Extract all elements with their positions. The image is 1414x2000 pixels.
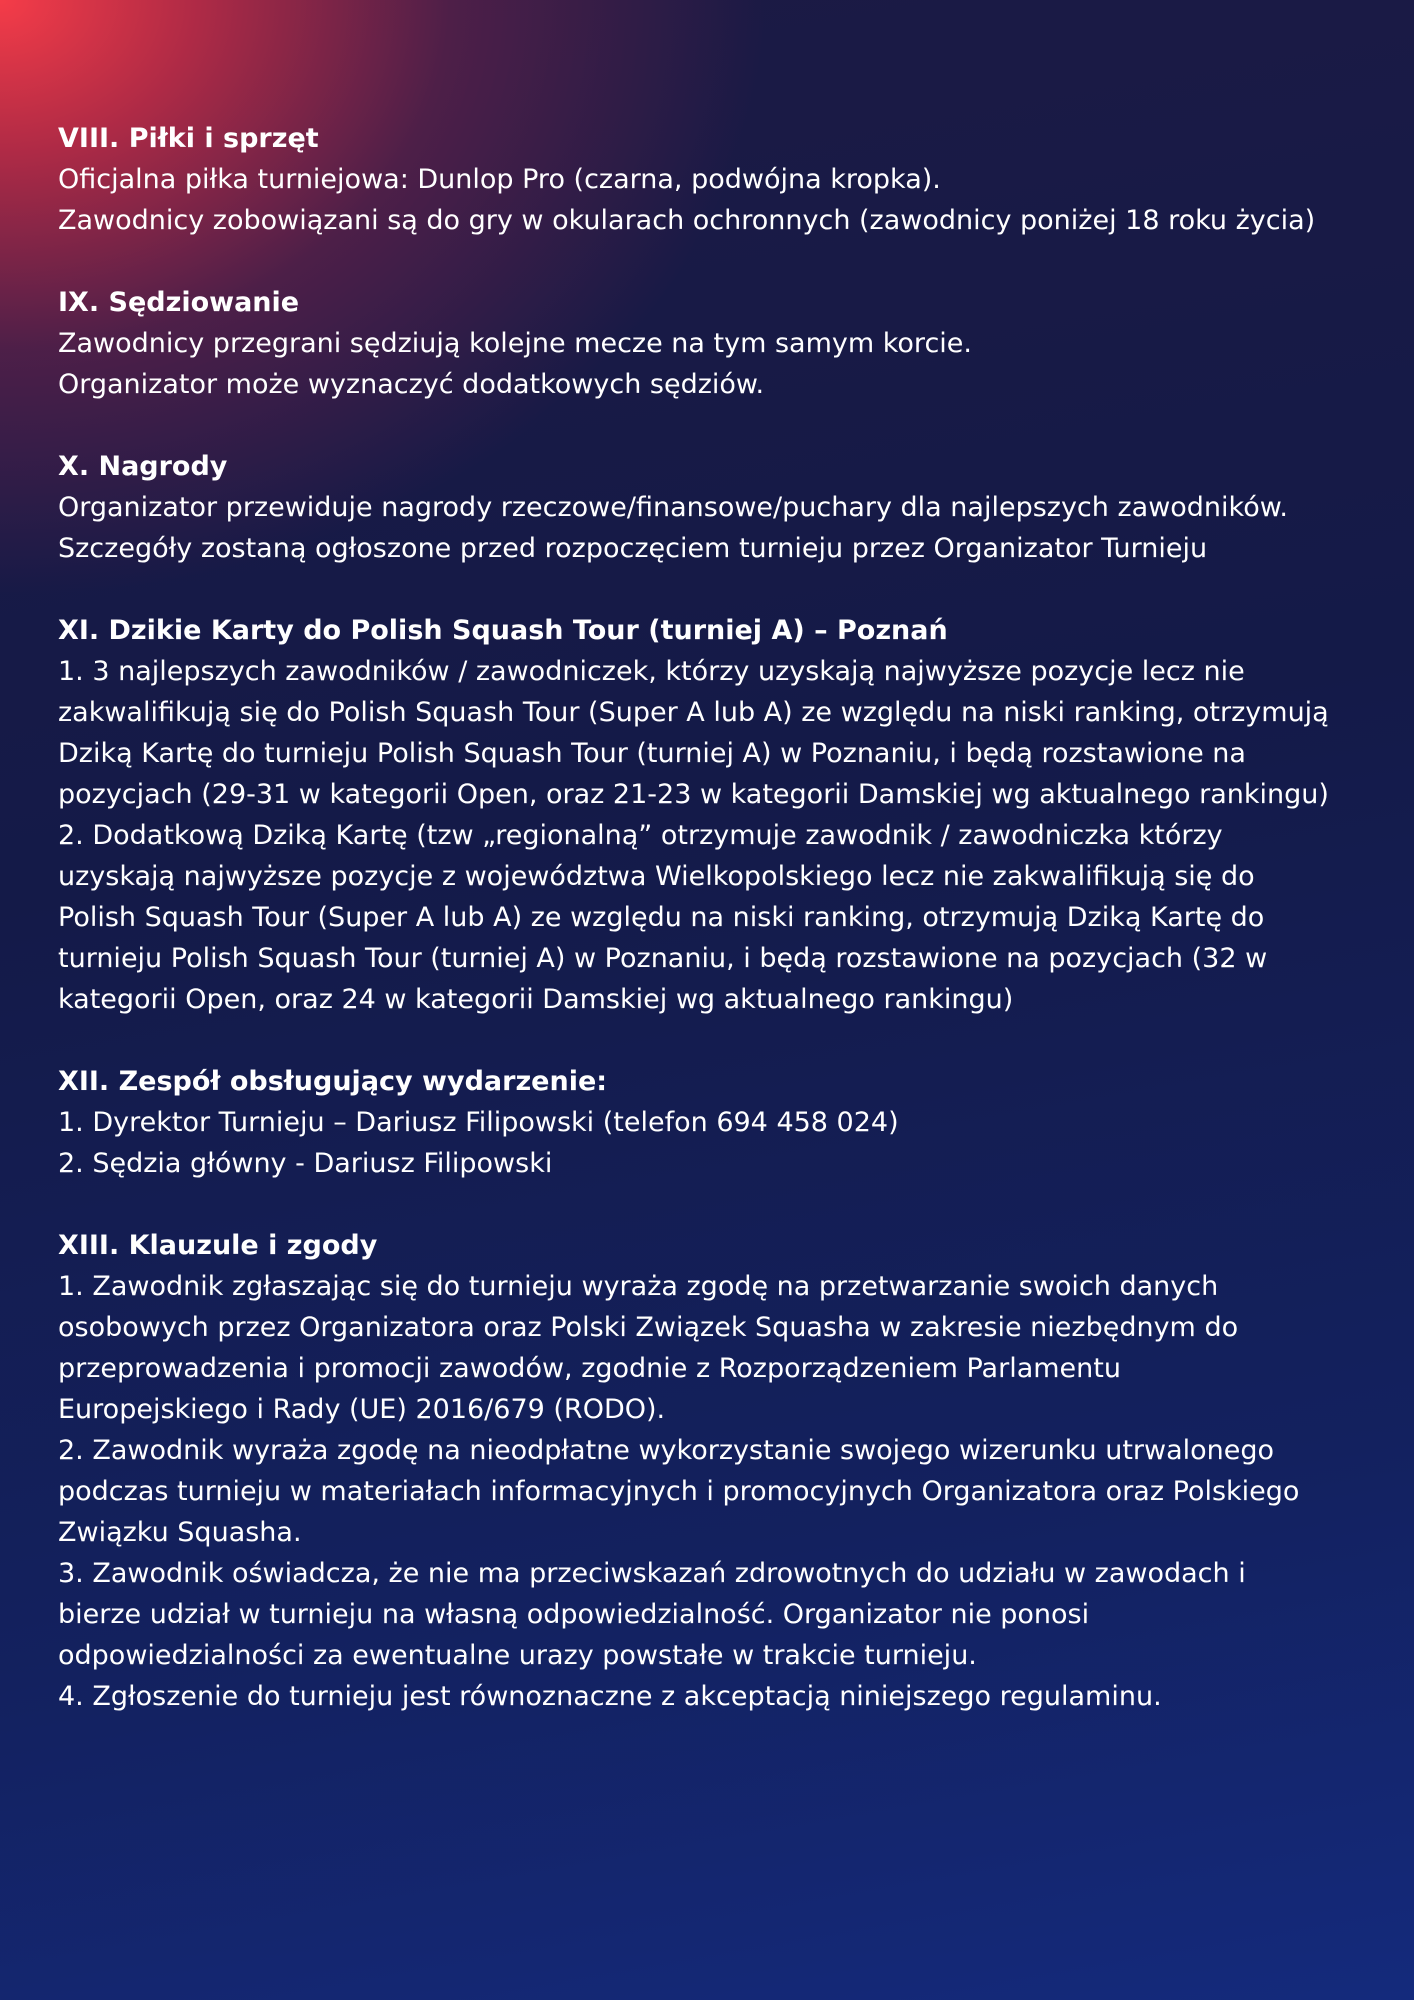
section-line: uzyskają najwyższe pozycje z województwa Wielkopolskiego lecz nie zakwalifikują się do [58,861,1255,892]
section-line: kategorii Open, oraz 24 w kategorii Damskiej wg aktualnego rankingu) [58,984,1014,1015]
section-line: osobowych przez Organizatora oraz Polski Związek Squasha w zakresie niezbędnym do [58,1312,1239,1343]
section-line: Szczegóły zostaną ogłoszone przed rozpoczęciem turnieju przez Organizator Turnieju [58,533,1208,564]
section-refereeing [58,282,1358,405]
section-line: Polish Squash Tour (Super A lub A) ze względu na niski ranking, otrzymują Dziką Kartę do [58,902,1265,933]
section-line: odpowiedzialności za ewentualne urazy powstałe w trakcie turnieju. [58,1640,977,1671]
section-line: 1. Dyrektor Turnieju – Dariusz Filipowski (telefon 694 458 024) [58,1107,899,1138]
section-line: 1. 3 najlepszych zawodników / zawodniczek, którzy uzyskają najwyższe pozycje lecz nie [58,656,1245,687]
section-heading: XIII. Klauzule i zgody [58,1230,378,1261]
section-line: turnieju Polish Squash Tour (turniej A) w Poznaniu, i będą rozstawione na pozycjach (32 w [58,943,1268,974]
section-heading: XII. Zespół obsługujący wydarzenie: [58,1066,608,1097]
section-clauses [58,1225,1358,1717]
section-wild-cards [58,610,1358,1020]
section-line: 4. Zgłoszenie do turnieju jest równoznaczne z akceptacją niniejszego regulaminu. [58,1681,1162,1712]
section-line: 1. Zawodnik zgłaszając się do turnieju wyraża zgodę na przetwarzanie swoich danych [58,1271,1219,1302]
section-line: pozycjach (29-31 w kategorii Open, oraz 21-23 w kategorii Damskiej wg aktualnego rankingu) [58,779,1329,810]
section-line: Zawodnicy zobowiązani są do gry w okularach ochronnych (zawodnicy poniżej 18 roku życia) [58,205,1316,236]
regulations-content [58,118,1358,1758]
section-equipment [58,118,1358,241]
section-line: Organizator może wyznaczyć dodatkowych sędziów. [58,369,765,400]
section-heading: X. Nagrody [58,451,228,482]
section-line: Zawodnicy przegrani sędziują kolejne mecze na tym samym korcie. [58,328,972,359]
section-line: podczas turnieju w materiałach informacyjnych i promocyjnych Organizatora oraz Polskiego [58,1476,1300,1507]
section-line: 2. Sędzia główny - Dariusz Filipowski [58,1148,553,1179]
section-line: Europejskiego i Rady (UE) 2016/679 (RODO). [58,1394,666,1425]
section-line: Organizator przewiduje nagrody rzeczowe/finansowe/puchary dla najlepszych zawodników. [58,492,1288,523]
section-heading: IX. Sędziowanie [58,287,300,318]
section-line: Związku Squasha. [58,1517,302,1548]
section-line: 2. Zawodnik wyraża zgodę na nieodpłatne wykorzystanie swojego wizerunku utrwalonego [58,1435,1275,1466]
section-line: bierze udział w turnieju na własną odpowiedzialność. Organizator nie ponosi [58,1599,1090,1630]
section-line: Dziką Kartę do turnieju Polish Squash Tour (turniej A) w Poznaniu, i będą rozstawione na [58,738,1246,769]
section-prizes [58,446,1358,569]
section-heading: VIII. Piłki i sprzęt [58,123,319,154]
section-line: zakwalifikują się do Polish Squash Tour (Super A lub A) ze względu na niski ranking, otrzymują [58,697,1329,728]
section-line: Oficjalna piłka turniejowa: Dunlop Pro (czarna, podwójna kropka). [58,164,941,195]
section-line: 2. Dodatkową Dziką Kartę (tzw „regionalną” otrzymuje zawodnik / zawodniczka którzy [58,820,1223,851]
section-heading: XI. Dzikie Karty do Polish Squash Tour (turniej A) – Poznań [58,615,948,646]
section-line: 3. Zawodnik oświadcza, że nie ma przeciwskazań zdrowotnych do udziału w zawodach i [58,1558,1246,1589]
section-line: przeprowadzenia i promocji zawodów, zgodnie z Rozporządzeniem Parlamentu [58,1353,1121,1384]
section-event-team [58,1061,1358,1184]
